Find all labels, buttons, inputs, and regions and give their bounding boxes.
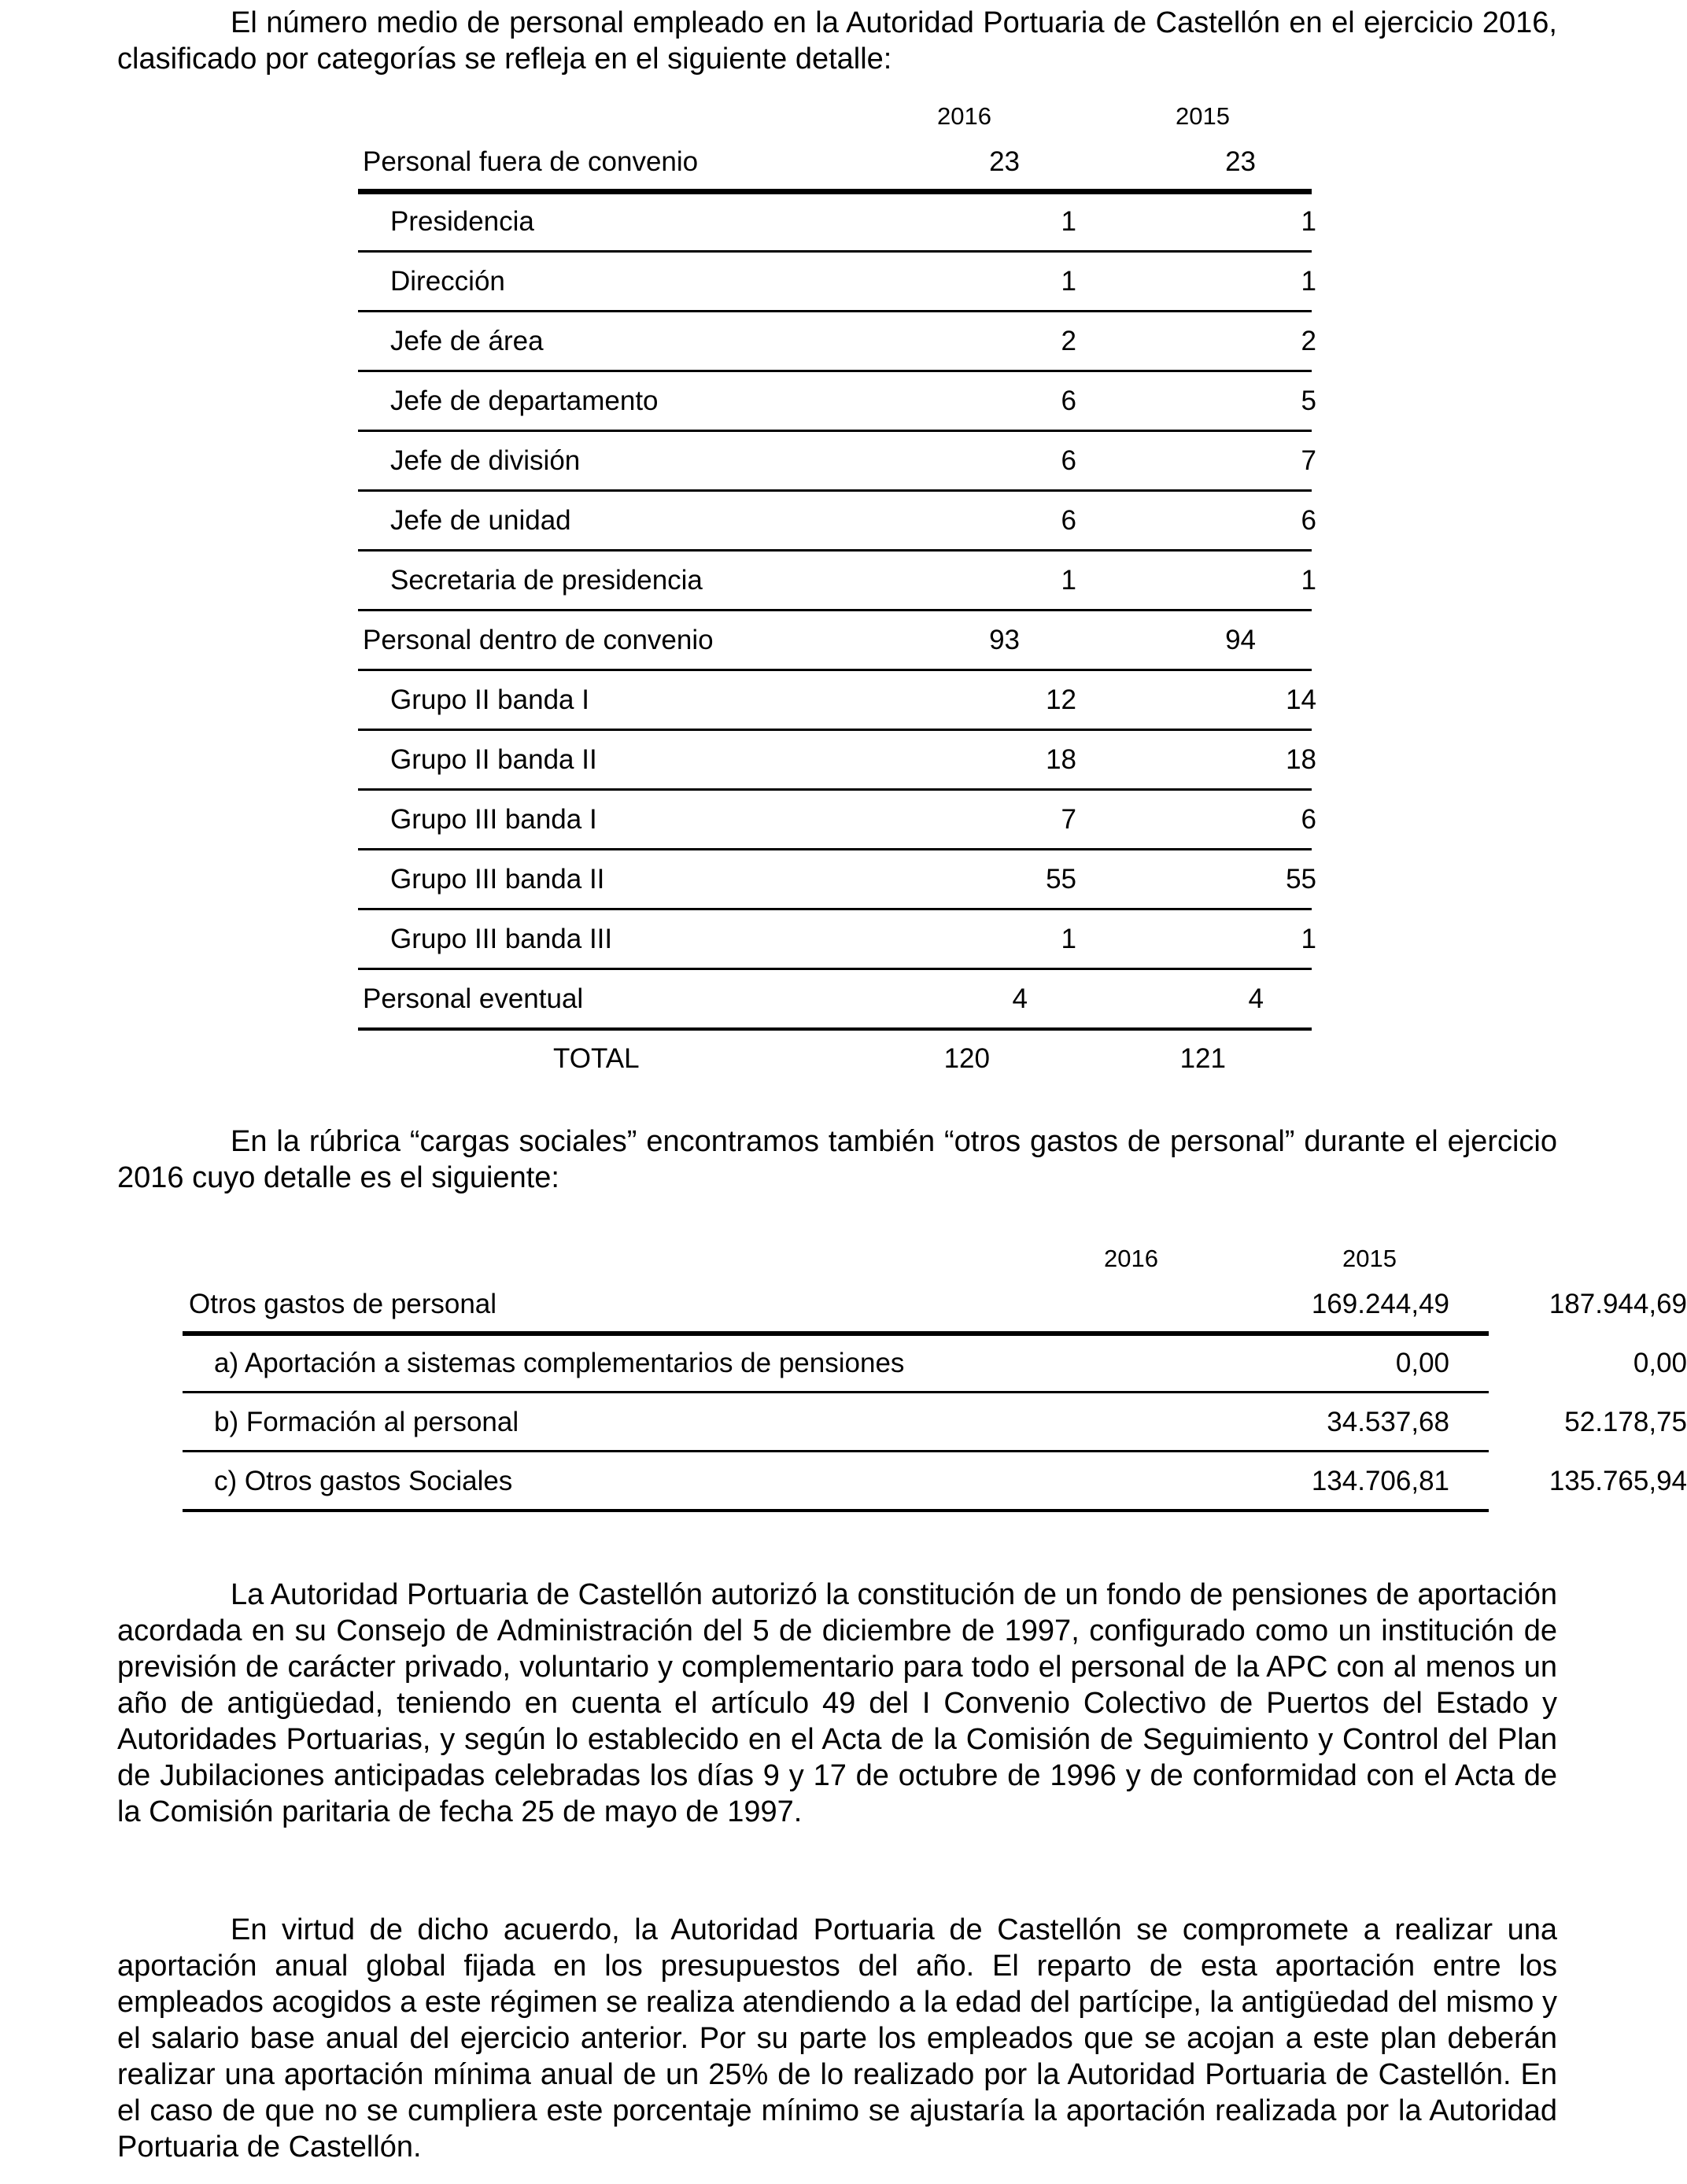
row-label: Grupo II banda I	[390, 684, 589, 715]
table-row	[358, 670, 1316, 729]
value-2015: 6	[1301, 804, 1316, 835]
table-row	[358, 551, 1316, 609]
table-row	[358, 1029, 1312, 1087]
row-divider	[358, 430, 1312, 432]
table-row	[358, 252, 1316, 310]
value-2015: 6	[1301, 505, 1316, 536]
row-divider	[358, 908, 1312, 910]
row-divider	[358, 370, 1312, 372]
value-2015: 2	[1301, 326, 1316, 356]
value-2015: 1	[1301, 924, 1316, 954]
value-2015: 23	[1225, 146, 1256, 177]
row-label: Grupo II banda II	[390, 744, 597, 775]
row-label: Dirección	[390, 266, 505, 297]
row-label: Secretaria de presidencia	[390, 565, 703, 596]
value-2016: 0,00	[1395, 1348, 1449, 1378]
value-2016: 1	[1061, 565, 1076, 596]
staff-year-2016: 2016	[937, 102, 991, 130]
value-2016: 169.244,49	[1311, 1289, 1449, 1319]
row-divider	[358, 788, 1312, 791]
value-2016: 6	[1061, 386, 1076, 416]
value-2015: 55	[1286, 864, 1316, 895]
row-divider	[358, 250, 1312, 253]
row-divider	[183, 1509, 1489, 1512]
pension-fund-text: La Autoridad Portuaria de Castellón autorizó la constitución de un fondo de pensiones de aportación acordada en su Consejo de Administración del 5 de diciembre de 1997, configurado como un institución de previsión de carácter privado, voluntario y complementario para todo el personal de la APC con al menos un año de antigüedad, teniendo en cuenta el artículo 49 del I Convenio Colectivo de Puertos del Estado y Autoridades Portuarias, y según lo establecido en el Acta de la Comisión de Seguimiento y Control del Plan de Jubilaciones anticipadas celebradas los días 9 y 17 de octubre de 1996 y de conformidad con el Acta de la Comisión paritaria de fecha 25 de mayo de 1997.	[117, 1578, 1557, 1828]
row-label: Personal dentro de convenio	[363, 625, 714, 655]
table-row	[358, 969, 1312, 1027]
pension-fund-paragraph	[117, 1577, 1557, 1830]
table-row	[358, 790, 1316, 848]
table-row	[183, 1452, 1687, 1510]
value-2016: 6	[1061, 445, 1076, 476]
row-label: a) Aportación a sistemas complementarios de pensiones	[214, 1348, 905, 1378]
table-row	[183, 1334, 1687, 1392]
social-charges-text: En la rúbrica “cargas sociales” encontramos también “otros gastos de personal” durante el ejercicio 2016 cuyo detalle es el siguiente:	[117, 1125, 1557, 1194]
value-2015: 94	[1225, 625, 1256, 655]
value-2016: 6	[1061, 505, 1076, 536]
table-row	[358, 192, 1316, 250]
row-divider	[358, 189, 1312, 194]
value-2016: 1	[1061, 206, 1076, 237]
value-2016: 23	[989, 146, 1020, 177]
row-label: Grupo III banda II	[390, 864, 605, 895]
expenses-year-2016: 2016	[1104, 1245, 1158, 1272]
row-label: Otros gastos de personal	[189, 1289, 497, 1319]
value-2016: 93	[989, 625, 1020, 655]
table-row	[358, 371, 1316, 430]
table-row	[358, 850, 1316, 908]
value-2016: 1	[1061, 924, 1076, 954]
table-row	[183, 1393, 1687, 1451]
value-2015: 5	[1301, 386, 1316, 416]
row-label: c) Otros gastos Sociales	[214, 1466, 513, 1496]
value-2016: 55	[1046, 864, 1076, 895]
value-2016: 4	[1012, 983, 1028, 1014]
agreement-text: En virtud de dicho acuerdo, la Autoridad Portuaria de Castellón se compromete a realizar una aportación anual global fijada en los presupuestos del año. El reparto de esta aportación entre los empleados acogidos a este régimen se realiza atendiendo a la edad del partícipe, la antigüedad del mismo y el salario base anual del ejercicio anterior. Por su parte los empleados que se acojan a este plan deberán realizar una aportación mínima anual de un 25% de lo realizado por la Autoridad Portuaria de Castellón. En el caso de que no se cumpliera este porcentaje mínimo se ajustaría la aportación realizada por la Autoridad Portuaria de Castellón.	[117, 1913, 1557, 2164]
expenses-year-2015: 2015	[1342, 1245, 1397, 1272]
staff-year-2015: 2015	[1176, 102, 1230, 130]
value-2016: 7	[1061, 804, 1076, 835]
row-label: b) Formación al personal	[214, 1407, 519, 1437]
row-label: Jefe de área	[390, 326, 544, 356]
row-divider	[183, 1391, 1489, 1393]
value-2016: 120	[943, 1043, 990, 1074]
table-row	[358, 730, 1316, 788]
value-2015: 4	[1248, 983, 1264, 1014]
row-label: Jefe de división	[390, 445, 581, 476]
intro-text: El número medio de personal empleado en la Autoridad Portuaria de Castellón en el ejercicio 2016, clasificado por categorías se refleja en el siguiente detalle:	[117, 6, 1557, 76]
value-2015: 0,00	[1633, 1348, 1687, 1378]
row-label: Jefe de unidad	[390, 505, 571, 536]
value-2015: 1	[1301, 206, 1316, 237]
row-divider	[358, 968, 1312, 970]
row-divider	[358, 1027, 1312, 1031]
value-2015: 121	[1179, 1043, 1226, 1074]
intro-paragraph	[117, 5, 1557, 77]
table-row	[183, 1275, 1687, 1333]
row-label: Jefe de departamento	[390, 386, 659, 416]
value-2016: 1	[1061, 266, 1076, 297]
row-divider	[358, 489, 1312, 492]
value-2016: 2	[1061, 326, 1076, 356]
row-label: Grupo III banda I	[390, 804, 597, 835]
row-divider	[358, 549, 1312, 552]
row-divider	[358, 609, 1312, 611]
value-2015: 187.944,69	[1549, 1289, 1687, 1319]
agreement-paragraph	[117, 1912, 1557, 2165]
value-2015: 7	[1301, 445, 1316, 476]
value-2015: 18	[1286, 744, 1316, 775]
table-row	[358, 132, 1312, 190]
value-2015: 1	[1301, 266, 1316, 297]
row-label: Grupo III banda III	[390, 924, 613, 954]
value-2015: 52.178,75	[1564, 1407, 1687, 1437]
row-label: TOTAL	[553, 1043, 640, 1074]
value-2016: 18	[1046, 744, 1076, 775]
row-divider	[183, 1450, 1489, 1452]
value-2015: 135.765,94	[1549, 1466, 1687, 1496]
value-2015: 14	[1286, 684, 1316, 715]
row-label: Personal eventual	[363, 983, 584, 1014]
row-divider	[358, 729, 1312, 731]
row-label: Personal fuera de convenio	[363, 146, 699, 177]
table-row	[358, 312, 1316, 370]
value-2016: 134.706,81	[1311, 1466, 1449, 1496]
social-charges-paragraph	[117, 1123, 1557, 1196]
value-2016: 34.537,68	[1327, 1407, 1449, 1437]
row-label: Presidencia	[390, 206, 534, 237]
table-row	[358, 491, 1316, 549]
table-row	[358, 611, 1312, 669]
table-row	[358, 909, 1316, 968]
value-2016: 12	[1046, 684, 1076, 715]
row-divider	[358, 669, 1312, 671]
row-divider	[358, 310, 1312, 312]
table-row	[358, 431, 1316, 489]
row-divider	[183, 1331, 1489, 1336]
value-2015: 1	[1301, 565, 1316, 596]
row-divider	[358, 848, 1312, 850]
